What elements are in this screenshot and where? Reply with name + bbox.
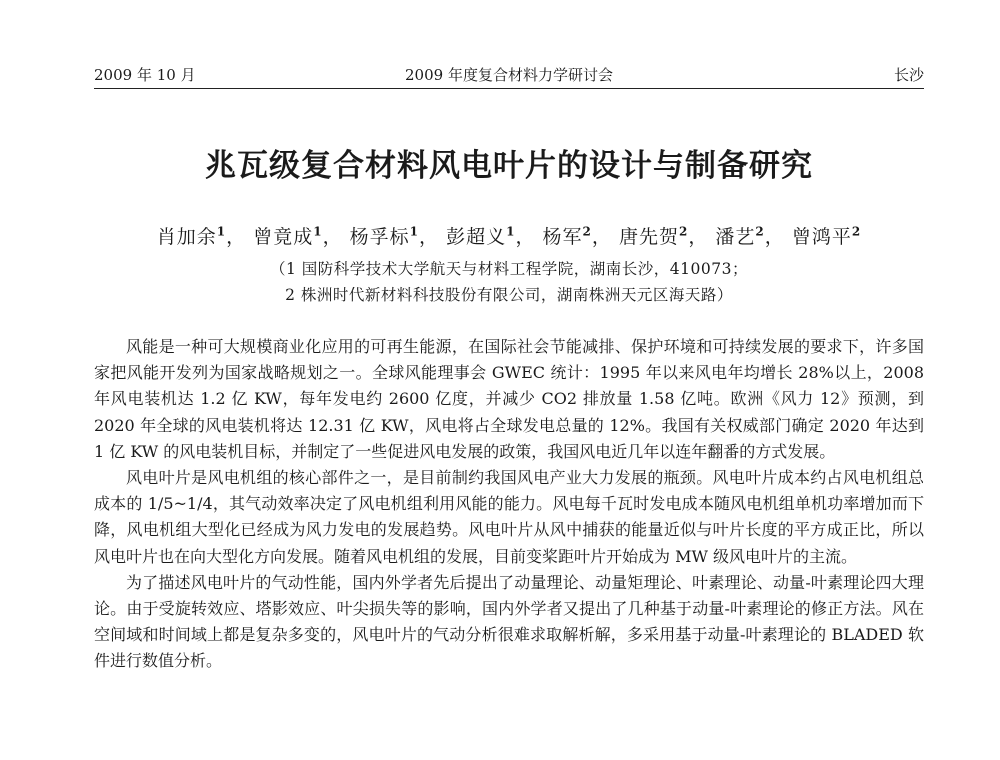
- author: 杨军$^2$，: [542, 224, 612, 248]
- header-location: 长沙: [893, 66, 924, 84]
- paragraph: 风能是一种可大规模商业化应用的可再生能源，在国际社会节能减排、保护环境和可持续发展的要求下，许多国家把风能开发列为国家战略规划之一。全球风能理事会 GWEC 统计：1995 年以来风电年均增长 28%以上，2008 年风电装机达 1.2 亿 KW，每年发电约 2600 亿度，并减少 CO2 排放量 1.58 亿吨。欧洲《风力 12》预测，到 2020 年全球的风电装机将达 12.31 亿 KW，风电将占全球发电总量的 12%。我国有关权威部门确定 2020 年达到 1 亿 KW 的风电装机目标，并制定了一些促进风电发展的政策，我国风电近几年以连年翻番的方式发展。: [94, 337, 924, 461]
- author: 潘艺$^2$，: [715, 224, 785, 248]
- author: 杨孚标$^1$，: [349, 224, 440, 248]
- header-conference: 2009 年度复合材料力学研讨会: [405, 66, 613, 84]
- paragraph: 风电叶片是风电机组的核心部件之一，是目前制约我国风电产业大力发展的瓶颈。风电叶片成本约占风电机组总成本的 1/5~1/4，其气动效率决定了风电机组利用风能的能力。风电每千瓦时发电成本随风电机组单机功率增加而下降，风电机组大型化已经成为风力发电的发展趋势。风电叶片从风中捕获的能量近似与叶片长度的平方成正比，所以风电叶片也在向大型化方向发展。随着风电机组的发展，目前变桨距叶片开始成为 MW 级风电叶片的主流。: [94, 468, 924, 566]
- paper-title: 兆瓦级复合材料风电叶片的设计与制备研究: [205, 148, 813, 184]
- author-list: [94, 222, 924, 249]
- author: 肖加余$^1$，: [156, 224, 247, 248]
- page-header: [94, 62, 924, 89]
- affiliation-line-2: 2 株洲时代新材料科技股份有限公司，湖南株洲天元区海天路）: [285, 286, 733, 304]
- paragraph: 为了描述风电叶片的气动性能，国内外学者先后提出了动量理论、动量矩理论、叶素理论、动量-叶素理论四大理论。由于受旋转效应、塔影效应、叶尖损失等的影响，国内外学者又提出了几种基于动量-叶素理论的修正方法。风在空间域和时间域上都是复杂多变的，风电叶片的气动分析很难求取解析解，多采用基于动量-叶素理论的 BLADED 软件进行数值分析。: [94, 572, 924, 671]
- author: 曾竟成$^1$，: [253, 224, 343, 248]
- author: 曾鸿平$^2$: [791, 224, 862, 248]
- author: 唐先贺$^2$，: [618, 224, 709, 248]
- affiliation-line-1: （1 国防科学技术大学航天与材料工程学院，湖南长沙，410073；: [270, 260, 748, 278]
- body-text: [94, 334, 924, 675]
- header-date: 2009 年 10 月: [94, 66, 196, 84]
- author: 彭超义$^1$，: [446, 224, 536, 248]
